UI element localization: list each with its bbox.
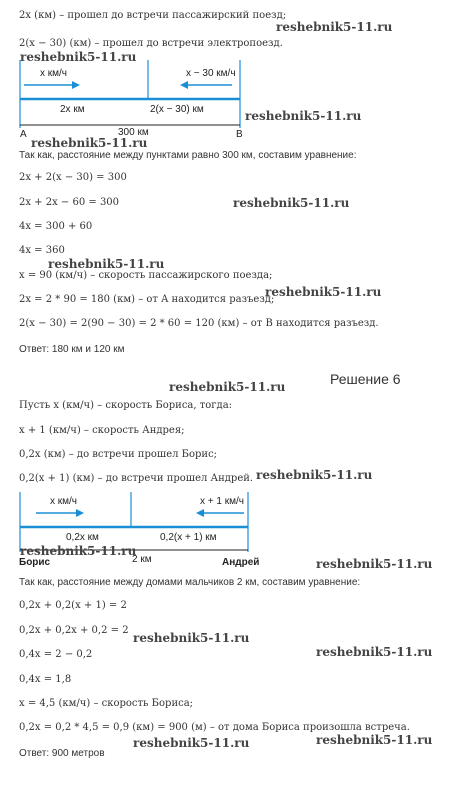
equation: x = 90 (км/ч) – скорость пассажирского поезда; — [19, 270, 273, 281]
equation: 0,4x = 1,8 — [19, 674, 72, 685]
text-line: 0,2x (км) – до встречи прошел Борис; — [19, 449, 218, 460]
text-line: x + 1 (км/ч) – скорость Андрея; — [19, 425, 185, 436]
point-a-label: A — [20, 129, 27, 140]
point-left-label: Борис — [19, 557, 51, 568]
total-distance-label: 300 км — [118, 127, 149, 138]
solution-heading: Решение 6 — [330, 371, 401, 387]
equation: 2x = 2 * 90 = 180 (км) – от A находится разъезд; — [19, 294, 275, 305]
equation: 0,4x = 2 − 0,2 — [19, 649, 93, 660]
point-right-label: Андрей — [222, 557, 260, 568]
segment-label-left: 0,2x км — [66, 532, 99, 543]
watermark: reshebnik5-11.ru — [276, 20, 393, 34]
watermark: reshebnik5-11.ru — [316, 733, 433, 747]
segment-label-right: 2(x − 30) км — [150, 104, 204, 115]
watermark: reshebnik5-11.ru — [133, 631, 250, 645]
watermark: reshebnik5-11.ru — [265, 285, 382, 299]
speed-label-left: x км/ч — [50, 496, 78, 507]
watermark: reshebnik5-11.ru — [31, 136, 148, 150]
speed-label-right: x + 1 км/ч — [200, 496, 244, 507]
answer-text: Ответ: 180 км и 120 км — [19, 344, 125, 355]
equation: 2x + 2x − 60 = 300 — [19, 197, 120, 208]
text-line: 0,2(x + 1) (км) – до встречи прошел Андрей. — [19, 473, 254, 484]
text-line: Так как, расстояние между домами мальчиков 2 км, составим уравнение: — [19, 577, 361, 588]
watermark: reshebnik5-11.ru — [245, 109, 362, 123]
text-line: Пусть x (км/ч) – скорость Бориса, тогда: — [19, 400, 233, 411]
equation: 0,2x + 0,2(x + 1) = 2 — [19, 600, 127, 611]
watermark: reshebnik5-11.ru — [48, 257, 165, 271]
equation: 4x = 360 — [19, 245, 65, 256]
equation: 0,2x + 0,2x + 0,2 = 2 — [19, 625, 129, 636]
watermark: reshebnik5-11.ru — [316, 645, 433, 659]
speed-label-left: x км/ч — [40, 68, 68, 79]
watermark: reshebnik5-11.ru — [169, 380, 286, 394]
segment-label-right: 0,2(x + 1) км — [160, 532, 217, 543]
watermark: reshebnik5-11.ru — [256, 468, 373, 482]
text-line: Так как, расстояние между пунктами равно 300 км, составим уравнение: — [19, 150, 357, 161]
equation: 2(x − 30) = 2(90 − 30) = 2 * 60 = 120 (км) – от B находится разъезд. — [19, 318, 379, 329]
text-line: 2x (км) – прошел до встречи пассажирский поезд; — [19, 10, 287, 21]
point-b-label: B — [236, 129, 243, 140]
watermark: reshebnik5-11.ru — [20, 544, 137, 558]
text-line: 2(x − 30) (км) – прошел до встречи электропоезд. — [19, 38, 283, 49]
equation: 0,2x = 0,2 * 4,5 = 0,9 (км) = 900 (м) – от дома Бориса произошла встреча. — [19, 722, 410, 733]
answer-text: Ответ: 900 метров — [19, 748, 105, 759]
total-distance-label: 2 км — [132, 554, 152, 565]
watermark: reshebnik5-11.ru — [133, 736, 250, 750]
segment-label-left: 2x км — [60, 104, 85, 115]
speed-label-right: x − 30 км/ч — [186, 68, 236, 79]
equation: 2x + 2(x − 30) = 300 — [19, 172, 127, 183]
equation: x = 4,5 (км/ч) – скорость Бориса; — [19, 698, 194, 709]
watermark: reshebnik5-11.ru — [233, 196, 350, 210]
equation: 4x = 300 + 60 — [19, 221, 93, 232]
watermark: reshebnik5-11.ru — [316, 557, 433, 571]
watermark: reshebnik5-11.ru — [20, 50, 137, 64]
